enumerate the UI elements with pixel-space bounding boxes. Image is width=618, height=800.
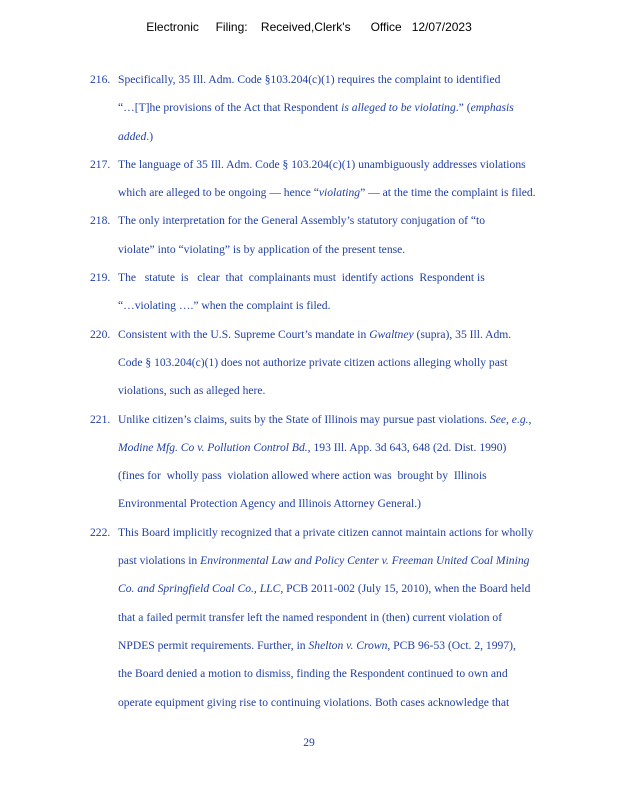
text-run: Consistent with the U.S. Supreme Court’s mandate in [118,327,370,341]
paragraph-216 [90,70,610,155]
text-run: “…[T]he provisions of the Act that Respondent [118,101,342,115]
paragraph-line [90,410,610,438]
text-run: “…violating ….” when the complaint is filed. [118,299,331,313]
text-run: (supra), 35 Ill. Adm. [413,327,512,341]
text-run: violate” into “violating” is by application of the present tense. [118,242,406,256]
italic-text-run: See, e.g., [489,412,532,426]
paragraph-number: 218. [90,214,111,228]
text-run: Code § 103.204(c)(1) does not authorize private citizen actions alleging wholly past [118,355,508,369]
paragraph-218 [90,211,610,268]
paragraph-line [90,523,610,551]
paragraph-line [90,494,610,522]
text-run: NPDES permit requirements. Further, in [118,638,309,652]
italic-text-run: Gwaltney [369,327,414,341]
paragraph-number: 216. [90,73,111,86]
text-run: the Board denied a motion to dismiss, finding the Respondent continued to own and [118,667,508,681]
paragraph-line [90,240,610,268]
italic-text-run: Co. and Springfield Coal Co., LLC, [118,582,284,596]
paragraph-line [90,127,610,155]
paragraph-line [90,636,610,664]
paragraph-217 [90,155,610,212]
paragraph-number: 220. [90,327,111,341]
paragraph-219 [90,268,610,325]
paragraph-line [90,155,610,183]
text-run: The only interpretation for the General Assembly’s statutory conjugation of “to [118,214,486,228]
paragraph-number: 217. [90,157,111,171]
paragraph-number: 222. [90,525,111,539]
text-run: .) [146,129,154,143]
paragraph-line [90,353,610,381]
paragraph-222 [90,523,610,721]
paragraph-line [90,466,610,494]
italic-text-run: is alleged to be violating [341,101,456,115]
text-run: The statute is clear that complainants must identify actions Respondent is [118,271,485,285]
text-run: , 193 Ill. App. 3d 643, 648 (2d. Dist. 1990) [307,440,507,454]
italic-text-run: emphasis [470,101,514,115]
text-run: violations, such as alleged here. [118,384,266,398]
paragraph-line [90,211,610,239]
text-run: operate equipment giving rise to continuing violations. Both cases acknowledge that [118,695,510,709]
text-run: which are alleged to be ongoing — hence “ [118,186,319,200]
paragraph-line [90,438,610,466]
paragraph-221 [90,410,610,523]
text-run: PCB 96-53 (Oct. 2, 1997), [390,638,516,652]
italic-text-run: added [118,129,147,143]
paragraph-line [90,268,610,296]
text-run: that a failed permit transfer left the named respondent in (then) current violation of [118,610,503,624]
paragraph-number: 219. [90,271,111,285]
text-run: Unlike citizen’s claims, suits by the State of Illinois may pursue past violations. [118,412,490,426]
paragraph-line [90,693,610,721]
text-run: Specifically, 35 Ill. Adm. Code §103.204(c)(1) requires the complaint to identified [118,73,501,86]
italic-text-run: violating [318,186,361,200]
paragraph-line [90,70,610,98]
italic-text-run: Shelton v. Crown, [308,638,391,652]
paragraph-line [90,381,610,409]
text-run: ” — at the time the complaint is filed. [360,186,536,200]
paragraph-line [90,664,610,692]
text-run: (fines for wholly pass violation allowed where action was brought by Illinois [118,469,487,483]
paragraph-line [90,608,610,636]
text-run: Environmental Protection Agency and Illinois Attorney General.) [118,497,421,511]
paragraph-line [90,296,610,324]
paragraph-line [90,551,610,579]
text-run: .” ( [455,101,471,115]
paragraph-line [90,325,610,353]
italic-text-run: Environmental Law and Policy Center v. Freeman United Coal Mining [200,554,530,568]
document-body [90,70,610,721]
text-run: past violations in [118,554,201,568]
paragraph-220 [90,325,610,410]
paragraph-line [90,98,610,126]
text-run: The language of 35 Ill. Adm. Code § 103.204(c)(1) unambiguously addresses violations [118,157,526,171]
paragraph-line [90,579,610,607]
paragraph-line [90,183,610,211]
page-number: 29 [303,736,315,749]
text-run: This Board implicitly recognized that a private citizen cannot maintain actions for wholly [118,525,534,539]
efiling-header: Electronic Filing: Received,Clerk's Office 12/07/2023 [146,20,472,34]
paragraph-number: 221. [90,412,111,426]
text-run: PCB 2011-002 (July 15, 2010), when the Board held [283,582,531,596]
italic-text-run: Modine Mfg. Co v. Pollution Control Bd. [118,440,308,454]
